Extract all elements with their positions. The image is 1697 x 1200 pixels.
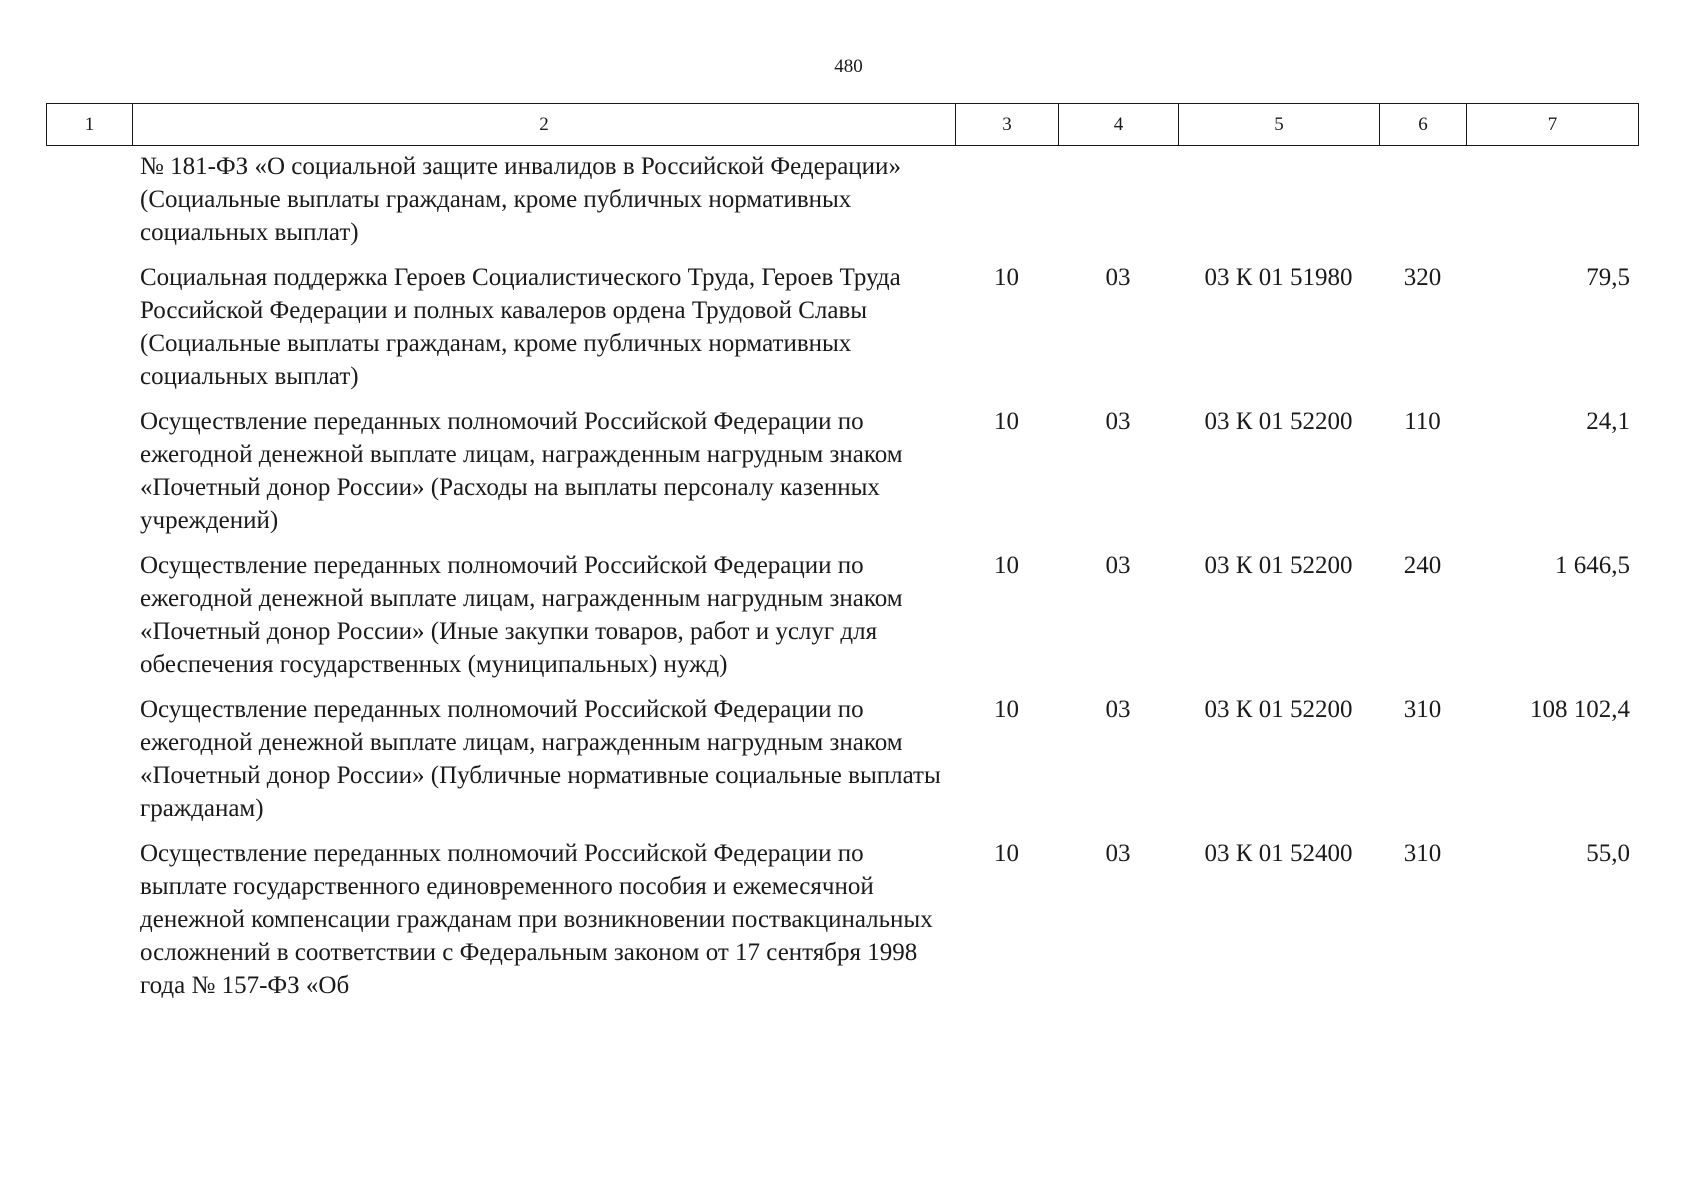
row-section-code <box>955 150 1058 261</box>
column-header-5: 5 <box>1179 104 1380 146</box>
row-subsection-code: 03 <box>1105 264 1131 291</box>
row-expense-type-code <box>1379 150 1466 261</box>
row-description: Осуществление переданных полномочий Российской Федерации по ежегодной денежной выплате лицам, награжденным нагрудным знаком «Почетный донор России» (Расходы на выплаты персоналу казенных учреждений) <box>140 408 903 534</box>
table-row <box>46 261 1638 405</box>
column-header-3: 3 <box>956 104 1059 146</box>
table-row <box>46 405 1638 549</box>
row-target-article-code: 03 К 01 51980 <box>1204 264 1353 291</box>
row-expense-type-code: 240 <box>1403 552 1442 579</box>
row-section-code: 10 <box>994 552 1019 579</box>
row-amount: 24,1 <box>1586 408 1630 435</box>
column-header-row <box>47 104 1639 146</box>
row-expense-type-code: 310 <box>1403 696 1442 723</box>
column-header-table <box>46 103 1639 146</box>
row-description: Социальная поддержка Героев Социалистического Труда, Героев Труда Российской Федерации и полных кавалеров ордена Трудовой Славы (Социальные выплаты гражданам, кроме публичных нормативных социальных выплат) <box>140 264 901 390</box>
column-header-6: 6 <box>1380 104 1467 146</box>
row-expense-type-code: 110 <box>1404 408 1441 435</box>
row-section-code: 10 <box>994 408 1019 435</box>
row-target-article-code: 03 К 01 52400 <box>1204 840 1353 867</box>
row-expense-type-code: 310 <box>1403 840 1442 867</box>
column-header-4: 4 <box>1059 104 1179 146</box>
table-row <box>46 150 1638 261</box>
row-amount: 108 102,4 <box>1530 696 1630 723</box>
row-expense-type-code: 320 <box>1403 264 1442 291</box>
row-subsection-code: 03 <box>1105 840 1131 867</box>
table-row <box>46 549 1638 693</box>
budget-table <box>46 150 1638 1014</box>
row-amount: 1 646,5 <box>1555 552 1630 579</box>
row-section-code: 10 <box>994 696 1019 723</box>
row-subsection-code: 03 <box>1105 408 1131 435</box>
row-subsection-code <box>1058 150 1178 261</box>
table-row <box>46 693 1638 837</box>
row-target-article-code: 03 К 01 52200 <box>1204 408 1353 435</box>
row-description: № 181-ФЗ «О социальной защите инвалидов в Российской Федерации» (Социальные выплаты гражданам, кроме публичных нормативных социальных выплат) <box>140 153 901 246</box>
row-description: Осуществление переданных полномочий Российской Федерации по ежегодной денежной выплате лицам, награжденным нагрудным знаком «Почетный донор России» (Иные закупки товаров, работ и услуг для обеспечения государственных (муниципальных) нужд) <box>140 552 903 678</box>
row-description: Осуществление переданных полномочий Российской Федерации по ежегодной денежной выплате лицам, награжденным нагрудным знаком «Почетный донор России» (Публичные нормативные социальные выплаты гражданам) <box>140 696 941 822</box>
row-amount <box>1466 150 1638 261</box>
row-section-code: 10 <box>994 840 1019 867</box>
row-amount: 55,0 <box>1586 840 1630 867</box>
row-amount: 79,5 <box>1586 264 1630 291</box>
row-subsection-code: 03 <box>1105 552 1131 579</box>
table-row <box>46 837 1638 1014</box>
column-header-1: 1 <box>47 104 133 146</box>
column-header-2: 2 <box>133 104 956 146</box>
row-description: Осуществление переданных полномочий Российской Федерации по выплате государственного единовременного пособия и ежемесячной денежной компенсации гражданам при возникновении поствакцинальных осложнений в соответствии с Федеральным законом от 17 сентября 1998 года № 157-ФЗ «Об <box>140 840 933 999</box>
row-subsection-code: 03 <box>1105 696 1131 723</box>
row-target-article-code: 03 К 01 52200 <box>1204 696 1353 723</box>
row-target-article-code <box>1178 150 1379 261</box>
column-header-7: 7 <box>1467 104 1639 146</box>
page-number: 480 <box>834 56 863 77</box>
row-section-code: 10 <box>994 264 1019 291</box>
row-target-article-code: 03 К 01 52200 <box>1204 552 1353 579</box>
